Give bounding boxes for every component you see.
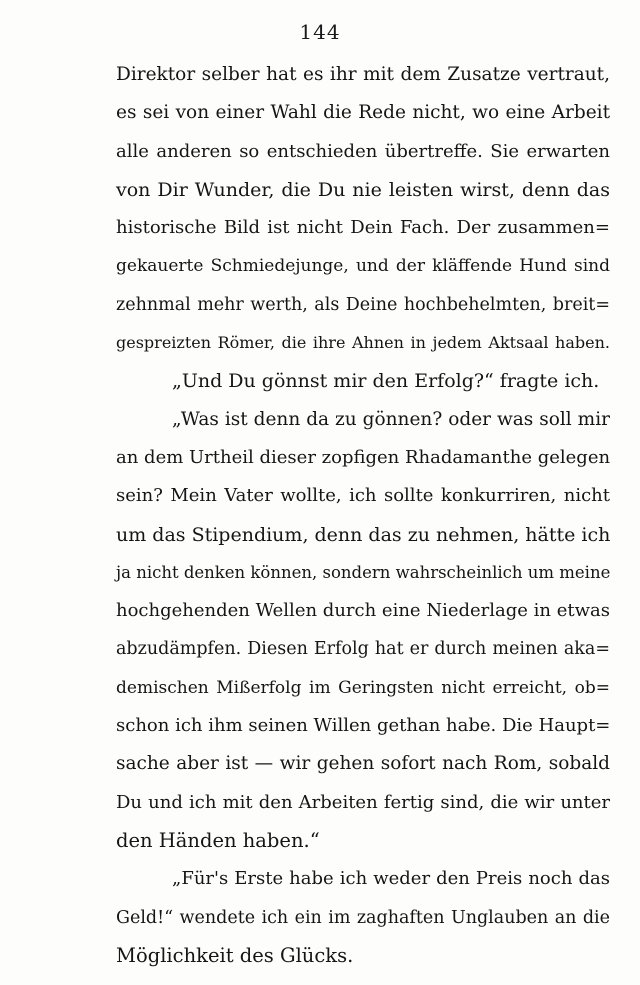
text-line: an dem Urtheil dieser zopfigen Rhadamanthe gelegen [116, 446, 611, 468]
text-line: schon ich ihm seinen Willen gethan habe. Die Haupt= [116, 715, 611, 737]
text-line: von Dir Wunder, die Du nie leisten wirst, denn das [116, 178, 610, 201]
text-line: Du und ich mit den Arbeiten fertig sind, die wir unter [116, 791, 610, 813]
text-line: zehnmal mehr werth, als Deine hochbehelmten, breit= [116, 294, 610, 315]
text-line: sein? Mein Vater wollte, ich sollte konkurriren, nicht [116, 485, 610, 507]
text-line: Geld!“ wendete ich ein im zaghaften Unglauben an die [116, 907, 610, 928]
text-line: historische Bild ist nicht Dein Fach. Der zusammen= [116, 217, 610, 239]
text-line: gekauerte Schmiedejunge, und der kläffende Hund sind [116, 256, 610, 277]
text-line: den Händen haben.“ [116, 828, 320, 852]
text-line: um das Stipendium, denn das zu nehmen, hätte ich [116, 523, 611, 546]
body-text [116, 56, 610, 975]
text-line: ja nicht denken können, sondern wahrscheinlich um meine [116, 562, 611, 582]
text-line: alle anderen so entschieden übertreffe. Sie erwarten [116, 140, 610, 162]
text-line: abzudämpfen. Diesen Erfolg hat er durch meinen aka= [116, 639, 610, 660]
text-line: hochgehenden Wellen durch eine Niederlage in etwas [116, 600, 610, 622]
text-line: „Für's Erste habe ich weder den Preis noch das [172, 868, 610, 890]
text-line: Möglichkeit des Glücks. [116, 943, 354, 967]
text-line: sache aber ist — wir gehen sofort nach Rom, sobald [116, 753, 610, 775]
text-line: „Was ist denn da zu gönnen? oder was soll mir [172, 408, 610, 430]
text-line: Direktor selber hat es ihr mit dem Zusatze vertraut, [116, 64, 610, 85]
text-line: es sei von einer Wahl die Rede nicht, wo eine Arbeit [116, 102, 610, 124]
page-number: 144 [299, 20, 341, 44]
text-line: „Und Du gönnst mir den Erfolg?“ fragte ich. [172, 370, 600, 393]
text-line: gespreizten Römer, die ihre Ahnen in jedem Aktsaal haben. [116, 333, 610, 353]
text-line: demischen Mißerfolg im Geringsten nicht erreicht, ob= [116, 677, 610, 698]
